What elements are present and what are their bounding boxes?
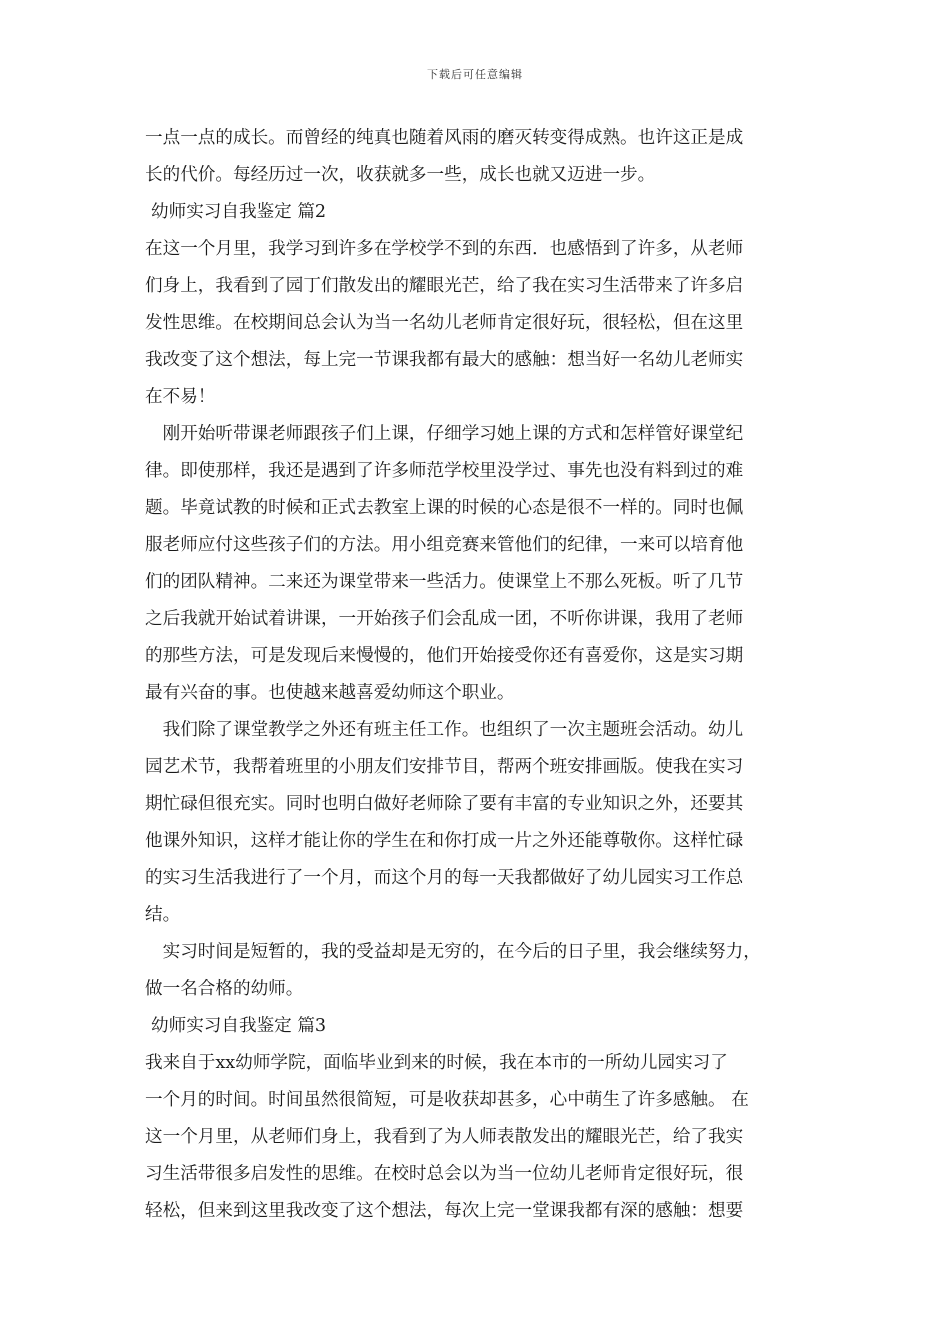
text-line: 发性思维。在校期间总会认为当一名幼儿老师肯定很好玩，很轻松，但在这里 bbox=[145, 313, 744, 333]
text-line: 习生活带很多启发性的思维。在校时总会以为当一位幼儿老师肯定很好玩，很 bbox=[145, 1164, 744, 1184]
text-line: 他课外知识，这样才能让你的学生在和你打成一片之外还能尊敬你。这样忙碌 bbox=[145, 831, 744, 851]
text-line: 之后我就开始试着讲课，一开始孩子们会乱成一团，不听你讲课，我用了老师 bbox=[145, 609, 744, 629]
text-line: 最有兴奋的事。也使越来越喜爱幼师这个职业。 bbox=[145, 683, 515, 703]
text-line: 园艺术节，我帮着班里的小朋友们安排节目，帮两个班安排画版。使我在实习 bbox=[145, 757, 744, 777]
section-heading: 幼师实习自我鉴定 篇3 bbox=[151, 1016, 327, 1036]
text-line: 的那些方法，可是发现后来慢慢的，他们开始接受你还有喜爱你，这是实习期 bbox=[145, 646, 744, 666]
document-body bbox=[145, 120, 815, 1230]
text-line: 服老师应付这些孩子们的方法。用小组竞赛来管他们的纪律，一来可以培育他 bbox=[145, 535, 744, 555]
text-line: 律。即使那样，我还是遇到了许多师范学校里没学过、事先也没有料到过的难 bbox=[145, 461, 744, 481]
text-line: 在不易！ bbox=[145, 387, 216, 407]
text-line: 轻松，但来到这里我改变了这个想法，每次上完一堂课我都有深的感触：想要 bbox=[145, 1201, 744, 1221]
text-line: 们的团队精神。二来还为课堂带来一些活力。使课堂上不那么死板。听了几节 bbox=[145, 572, 744, 592]
text-line: 实习时间是短暂的，我的受益却是无穷的，在今后的日子里，我会继续努力， bbox=[145, 942, 761, 962]
text-line: 的实习生活我进行了一个月，而这个月的每一天我都做好了幼儿园实习工作总 bbox=[145, 868, 744, 888]
text-line: 一点一点的成长。而曾经的纯真也随着风雨的磨灭转变得成熟。也许这正是成 bbox=[145, 128, 744, 148]
page-header: 下载后可任意编辑 bbox=[427, 68, 523, 81]
text-line: 一个月的时间。时间虽然很简短，可是收获却甚多，心中萌生了许多感触。 在 bbox=[145, 1090, 749, 1110]
text-line: 长的代价。每经历过一次，收获就多一些，成长也就又迈进一步。 bbox=[145, 165, 656, 185]
text-line: 我改变了这个想法，每上完一节课我都有最大的感触：想当好一名幼儿老师实 bbox=[145, 350, 744, 370]
text-line: 刚开始听带课老师跟孩子们上课，仔细学习她上课的方式和怎样管好课堂纪 bbox=[145, 424, 744, 444]
section-heading: 幼师实习自我鉴定 篇2 bbox=[151, 202, 327, 222]
text-line: 做一名合格的幼师。 bbox=[145, 979, 304, 999]
text-line: 这一个月里，从老师们身上，我看到了为人师表散发出的耀眼光芒，给了我实 bbox=[145, 1127, 744, 1147]
text-line: 们身上，我看到了园丁们散发出的耀眼光芒，给了我在实习生活带来了许多启 bbox=[145, 276, 744, 296]
text-line: 题。毕竟试教的时候和正式去教室上课的时候的心态是很不一样的。同时也佩 bbox=[145, 498, 744, 518]
text-line: 期忙碌但很充实。同时也明白做好老师除了要有丰富的专业知识之外，还要其 bbox=[145, 794, 744, 814]
text-line: 我来自于xx幼师学院，面临毕业到来的时候，我在本市的一所幼儿园实习了 bbox=[145, 1053, 728, 1073]
text-line: 我们除了课堂教学之外还有班主任工作。也组织了一次主题班会活动。幼儿 bbox=[145, 720, 744, 740]
text-line: 在这一个月里，我学习到许多在学校学不到的东西．也感悟到了许多，从老师 bbox=[145, 239, 744, 259]
text-line: 结。 bbox=[145, 905, 181, 925]
